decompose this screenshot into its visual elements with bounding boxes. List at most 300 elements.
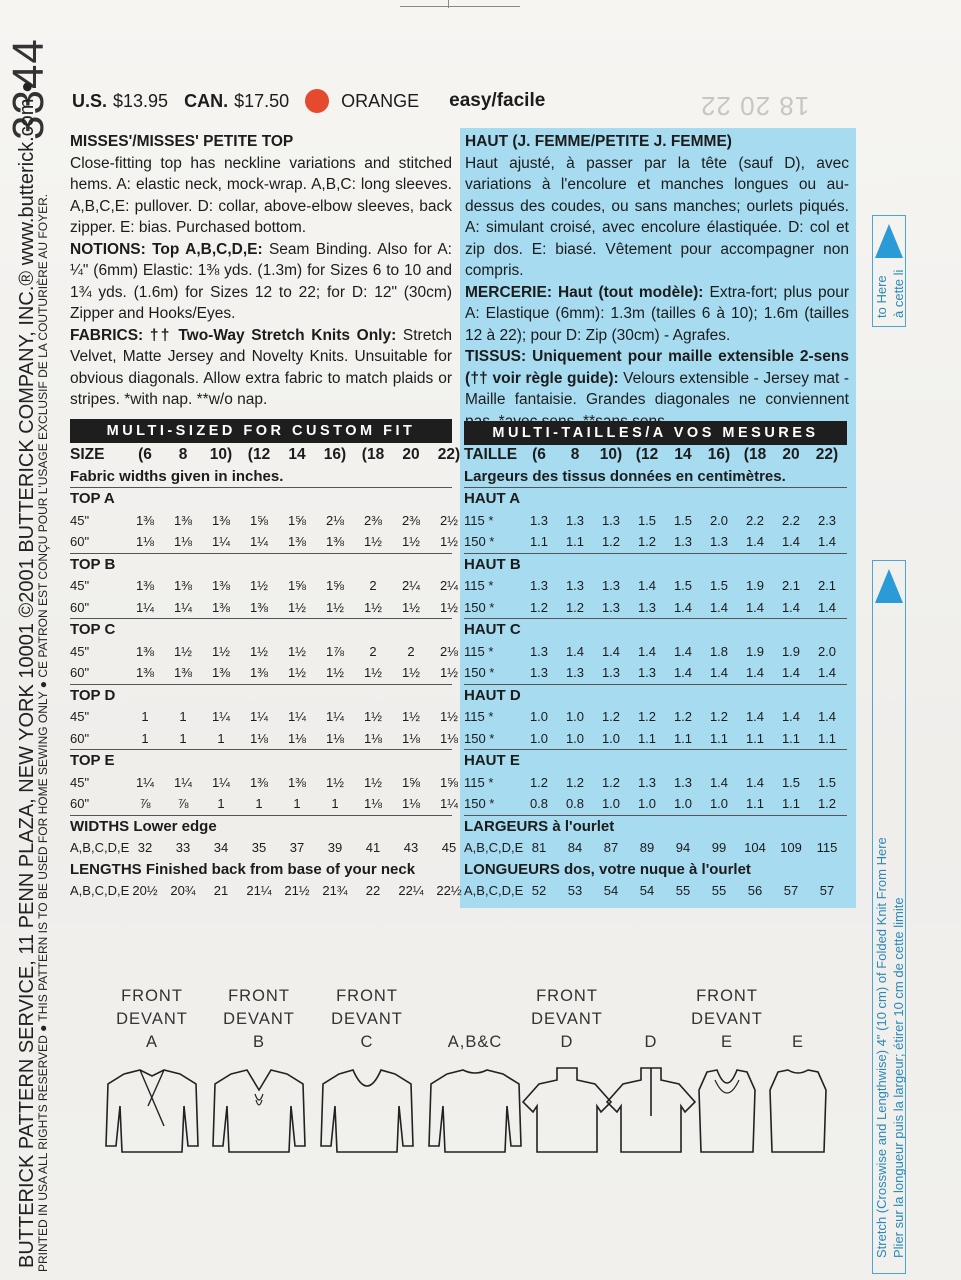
yardage-value: 1⅜ [135,578,155,593]
yardage-value: 1½ [363,599,383,615]
yardage-value: 1.5 [709,578,729,593]
table-row [464,510,847,532]
yardage-value: 2⅛ [439,643,459,659]
widths-note: Fabric widths given in inches. [70,467,284,485]
yardage-value: 1¼ [211,534,231,549]
yardage-value: 1⅜ [211,665,231,680]
yardage-value: 1⅜ [249,774,269,790]
yardage-value: 2⅜ [363,512,383,528]
english-title: MISSES'/MISSES' PETITE TOP [70,133,294,150]
yardage-value: 1¼ [211,774,231,790]
yardage-value: 1 [217,796,225,811]
size-8: 22) [437,446,461,463]
length-value: 21 [213,883,229,898]
length-value: 54 [603,883,619,898]
english-body: Close-fitting top has neckline variations and stitched hems. A: elastic neck, mock-wrap. A,B,C: long sleeves. A,B,C,E: pullover. D: collar, above-elbow sleeves, back zipper. E: bias. Purchased bottom. [70,154,452,236]
arrow-up-icon [873,222,905,262]
yardage-value: 1⅛ [325,730,345,746]
yardage-value: 1½ [249,578,269,593]
flat-view: D [560,1033,574,1051]
width-value: 41 [365,840,381,855]
yardage-value: 1.4 [817,709,837,724]
size-7: 20 [402,446,420,463]
yardage-value: 2.1 [781,578,801,593]
yardage-value: 1⅜ [211,512,231,528]
english-yardage-table [70,444,462,902]
fabric-width: 115 * [464,643,494,659]
yardage-value: 1.2 [601,534,621,549]
flat-view: B [252,1033,265,1051]
width-value: 34 [213,840,229,855]
table-row [70,662,459,684]
width-value: 37 [289,840,305,855]
yardage-value: 1⅛ [401,730,421,746]
mercerie-label: MERCERIE: Haut (tout modèle): [465,283,704,301]
yardage-value: 1.0 [529,709,549,724]
group-4-header [464,749,847,772]
table-row [70,531,459,553]
flat-front: FRONT [228,987,290,1005]
garment-flat-view-0 [102,1066,202,1163]
flat-view: A [145,1033,158,1051]
size-5: 16) [707,446,731,463]
size-1: 8 [178,446,188,463]
us-label: U.S. [72,90,108,111]
yardage-value: 1¼ [249,709,269,724]
yardage-value: 1.5 [817,774,837,790]
yardage-value: 1.4 [565,643,585,659]
lengths-row [464,880,847,902]
yardage-value: 1¼ [439,796,459,811]
yardage-value: 1½ [363,774,383,790]
yardage-value: 1⅛ [401,796,421,811]
yardage-value: 1.4 [781,665,801,680]
size-6: (18 [743,446,767,463]
yardage-value: 1.2 [529,599,549,615]
haut-group-name: HAUT B [464,555,521,573]
yardage-value: 1.3 [673,534,693,549]
yardage-value: 1 [141,730,149,746]
length-value: 22½ [436,883,462,898]
french-size-banner: MULTI-TAILLES/A VOS MESURES [464,421,847,445]
yardage-value: 1.2 [529,774,549,790]
group-3-header [464,684,847,707]
yardage-value: 1.3 [529,665,549,680]
lengths-title-row [464,859,847,881]
table-row [464,531,847,553]
yardage-value: 1.4 [673,665,693,680]
yardage-value: 2 [369,643,377,659]
yardage-value: 1.3 [565,512,585,528]
flat-front [430,985,520,1008]
yardage-value: 1½ [439,709,459,724]
length-value: 56 [747,883,763,898]
haut-group-name: HAUT A [464,490,521,507]
yardage-value: 1¼ [249,534,269,549]
yardage-value: 1.3 [529,512,549,528]
yardage-value: 1½ [401,709,421,724]
yardage-value: 1.4 [745,599,765,615]
lengths-title-row [70,859,452,881]
yardage-value: 2 [407,643,415,659]
yardage-value: 1.2 [637,534,657,549]
yardage-value: 1.4 [745,665,765,680]
top-group-name: TOP A [70,490,115,507]
yardage-value: 1 [255,796,263,811]
size-4: 14 [674,446,692,463]
pattern-number: 3344 [4,38,53,140]
flat-label-0 [107,985,197,1054]
margin-top-fr: à cette li [891,269,906,318]
yardage-value: 1.4 [673,643,693,659]
fabric-width: 115 * [464,512,494,528]
yardage-value: 2⅜ [401,512,421,528]
yardage-value: 1¼ [135,774,155,790]
color-dot [305,89,329,113]
table-row [464,662,847,684]
yardage-value: 1.1 [781,730,801,746]
flat-devant [753,1008,843,1031]
fabric-width: 150 * [464,796,495,811]
width-value: 33 [175,840,191,855]
widths-title: WIDTHS Lower edge [70,817,217,835]
yardage-value: 1.3 [601,599,621,615]
yardage-value: 0.8 [565,796,585,811]
flat-front: FRONT [696,987,758,1005]
yardage-value: 1.3 [601,512,621,528]
length-value: 52 [531,883,547,898]
yardage-value: 1½ [401,665,421,680]
yardage-value: 1.5 [637,512,657,528]
group-2-header [70,618,452,641]
yardage-value: 1½ [439,534,459,549]
width-value: 43 [403,840,419,855]
arrow-up-icon [873,567,905,607]
color-name: ORANGE [341,90,420,111]
flat-devant: DEVANT [531,1010,603,1028]
yardage-value: 1.4 [709,665,729,680]
flat-view: A,B&C [447,1033,503,1051]
flat-view: E [720,1033,733,1051]
yardage-value: 1.4 [781,599,801,615]
yardage-value: 1.9 [745,643,765,659]
lengths-label: A,B,C,D,E [70,883,130,898]
yardage-value: 1.1 [637,730,657,746]
table-row [464,597,847,619]
table-row [464,793,847,815]
yardage-value: 1.1 [781,796,801,811]
top-group-name: TOP E [70,752,115,769]
yardage-value: 1.4 [817,534,837,549]
fabric-width: 150 * [464,665,495,680]
yardage-value: 1 [141,709,149,724]
table-row [70,793,459,815]
notions-text: Seam Binding. Also for A: ¼" (6mm) Elastic: 1⅜ yds. (1.3m) for Sizes 6 to 10 and 1¾ yds. (1.6m) for Sizes 12 to 22; for D: 12" (30cm) Zipper and Hooks/Eyes. [70,240,452,322]
fabric-width: 60" [70,534,90,549]
yardage-value: 1⅛ [249,730,269,746]
yardage-value: 1.4 [709,599,729,615]
flat-front: FRONT [336,987,398,1005]
length-value: 21¾ [322,883,348,898]
yardage-value: 1¼ [211,709,231,724]
yardage-value: 1½ [325,774,345,790]
yardage-value: 1⅛ [287,730,307,746]
yardage-value: 1.3 [637,599,657,615]
yardage-value: 2.1 [817,578,837,593]
table-row [70,510,459,532]
size-3: (12 [635,446,659,463]
french-description [465,131,849,432]
mercerie-text: Extra-fort; plus pour A: Elastique (6mm): 1.3m (tailles 6 à 10); 1.6m (tailles 12 à 22); pour D: Zip (30cm) - Agrafes. [465,283,849,344]
yardage-value: 1.0 [529,730,549,746]
size-0: (6 [532,446,546,463]
yardage-value: 1.3 [601,665,621,680]
yardage-value: 1 [179,709,187,724]
yardage-value: 1.4 [745,709,765,724]
table-row [464,575,847,597]
yardage-value: 1½ [401,534,421,549]
tissus-text: Velours extensible - Jersey mat - Maille fantaisie. Grandes diagonales ne conviennent [465,369,850,408]
lengths-title: LENGTHS Finished back from base of your neck [70,860,416,878]
fabric-width: 115 * [464,578,494,593]
fabric-width: 45" [70,512,90,528]
yardage-value: 1½ [287,643,307,659]
widths-title: LARGEURS à l'ourlet [464,817,615,835]
table-row [464,772,847,794]
lengths-label: A,B,C,D,E [464,883,524,898]
yardage-value: 1⅜ [135,512,155,528]
width-value: 109 [780,840,802,855]
widths-note-row [70,466,452,488]
yardage-value: 1⅛ [363,730,383,746]
yardage-value: 1¼ [173,599,193,615]
yardage-value: 1.4 [745,774,765,790]
flat-label-1 [214,985,304,1054]
fabric-width: 45" [70,774,90,790]
yardage-value: ⅞ [177,796,189,811]
yardage-value: 2.2 [745,512,765,528]
difficulty-label: easy/facile [449,90,546,111]
yardage-value: 2.0 [709,512,729,528]
yardage-value: 1.3 [565,578,585,593]
yardage-value: 1.3 [529,643,549,659]
yardage-value: 1 [217,730,225,746]
yardage-value: 1.5 [673,578,693,593]
fabric-width: 150 * [464,534,495,549]
yardage-value: 1.2 [637,709,657,724]
fabrics-text: Stretch Velvet, Matte Jersey and Novelty Knits. Unsuitable for obvious diagonals. Allow extra fabric to match plaids or stripes. *with nap. **w/o nap. [70,326,452,408]
length-value: 54 [639,883,655,898]
width-value: 87 [603,840,619,855]
yardage-value: 1⅝ [401,774,421,790]
top-group-name: TOP B [70,555,116,573]
yardage-value: 1⅝ [249,512,269,528]
fabric-width: 150 * [464,599,495,615]
top-rule [400,6,520,7]
yardage-value: 1.0 [709,796,729,811]
width-value: 39 [327,840,343,855]
table-row [70,597,459,619]
flat-view: E [791,1033,804,1051]
yardage-value: 1.5 [781,774,801,790]
tissus-label: TISSUS: Uniquement pour maille extensible 2-sens (†† voir règle guide): [465,348,849,387]
table-row [70,575,459,597]
flat-label-7 [753,985,843,1054]
lengths-row [70,880,462,902]
english-size-banner: MULTI-SIZED FOR CUSTOM FIT [70,419,452,443]
length-value: 20½ [132,883,158,898]
haut-group-name: HAUT E [464,752,520,769]
table-row [70,706,459,728]
yardage-value: 1 [293,796,301,811]
yardage-value: 2 [369,578,377,593]
yardage-value: 1.1 [673,730,693,746]
yardage-value: 2¼ [401,578,421,593]
yardage-value: 1.3 [529,578,549,593]
yardage-value: 1.4 [637,578,657,593]
size-5: 16) [323,446,347,463]
yardage-value: 1½ [401,599,421,615]
fabric-width: 60" [70,665,90,680]
yardage-value: 1¼ [325,709,345,724]
fabric-width: 60" [70,730,90,746]
flat-devant: DEVANT [331,1010,403,1028]
length-value: 21¼ [246,883,272,898]
size-row [464,444,847,466]
top-rule-tick [448,0,449,8]
group-2-header [464,618,847,641]
yardage-value: 1½ [325,599,345,615]
yardage-value: 2½ [439,512,459,528]
yardage-value: 1½ [439,599,459,615]
width-value: 84 [567,840,583,855]
lengths-title: LONGUEURS dos, votre nuque à l'ourlet [464,860,751,878]
yardage-value: 1.0 [637,796,657,811]
haut-group-name: HAUT C [464,621,521,638]
yardage-value: 1¼ [135,599,155,615]
yardage-value: 1½ [363,534,383,549]
size-label: TAILLE [464,446,518,463]
copyright-line: PRINTED IN USA ALL RIGHTS RESERVED ● THIS PATTERN IS TO BE USED FOR HOME SEWING ONLY ● CE PATRON EST CONÇU POUR L'USAGE EXCLUSIF DE LA COUTURIÈRE AU FOYER. [36,193,50,1272]
size-1: 8 [570,446,580,463]
width-value: 81 [531,840,547,855]
yardage-value: 1.4 [817,599,837,615]
size-8: 22) [815,446,839,463]
yardage-value: 1.3 [565,665,585,680]
length-value: 55 [711,883,727,898]
margin-top-en: to Here [874,275,889,318]
yardage-value: 1.5 [673,512,693,528]
flat-label-3 [430,985,520,1054]
yardage-value: 1.0 [601,730,621,746]
table-row [464,706,847,728]
yardage-value: 1 [179,730,187,746]
yardage-value: 1.2 [601,774,621,790]
price-header [72,88,602,114]
yardage-value: 1⅝ [439,774,459,790]
yardage-value: 1⅜ [135,665,155,680]
widths-note-row [464,466,847,488]
widths-label: A,B,C,D,E [70,840,130,855]
yardage-value: 1⅝ [325,578,345,593]
publisher-line: BUTTERICK PATTERN SERVICE, 11 PENN PLAZA, NEW YORK 10001 ©2001 BUTTERICK COMPANY, INC.® www.butterick.com ● [16,80,38,1268]
english-description [70,131,452,411]
yardage-value: 2⅛ [325,512,345,528]
yardage-value: 1⅜ [325,534,345,549]
fabric-width: 115 * [464,709,494,724]
french-yardage-table [464,444,847,902]
size-6: (18 [361,446,385,463]
can-price: $17.50 [234,90,290,111]
yardage-value: 1⅜ [173,512,193,528]
yardage-value: 1.4 [673,599,693,615]
yardage-value: 1⅞ [325,643,345,659]
width-value: 115 [816,840,838,855]
length-value: 21½ [284,883,310,898]
fabric-width: 60" [70,796,90,811]
size-2: 10) [599,446,623,463]
yardage-value: 1.8 [709,643,729,659]
flat-devant: DEVANT [116,1010,188,1028]
flat-label-4 [522,985,612,1054]
yardage-value: 1.0 [673,796,693,811]
yardage-value: 1.2 [709,709,729,724]
fabric-width: 45" [70,709,90,724]
group-4-header [70,749,452,772]
yardage-value: 1.1 [709,730,729,746]
yardage-value: 1.2 [565,774,585,790]
yardage-value: 1½ [363,709,383,724]
length-value: 55 [675,883,691,898]
yardage-value: 1.3 [673,774,693,790]
width-value: 99 [711,840,727,855]
yardage-value: 1.2 [601,709,621,724]
size-row [70,444,461,466]
yardage-value: 1⅜ [287,534,307,549]
size-3: (12 [247,446,271,463]
size-label: SIZE [70,446,105,463]
flat-front [753,985,843,1008]
widths-title-row [70,815,452,838]
top-group-name: TOP C [70,621,116,638]
yardage-value: 1.4 [709,774,729,790]
yardage-value: 1⅛ [363,796,383,811]
fabric-width: 45" [70,643,90,659]
yardage-value: 1½ [249,643,269,659]
yardage-value: 2¼ [439,578,459,593]
yardage-value: 2.0 [817,643,837,659]
yardage-value: 1½ [439,665,459,680]
table-row [70,728,459,750]
yardage-value: 1.0 [601,796,621,811]
yardage-value: 1.0 [565,730,585,746]
group-0-header [70,487,452,510]
group-0-header [464,487,847,510]
yardage-value: 1.4 [637,643,657,659]
widths-note: Largeurs des tissus données en centimètres. [464,467,786,485]
yardage-value: 1½ [363,665,383,680]
yardage-value: 1⅜ [287,774,307,790]
yardage-value: 1⅝ [287,512,307,528]
yardage-value: 1.2 [817,796,837,811]
garment-flat-view-3 [425,1066,525,1163]
yardage-value: 1⅛ [173,534,193,549]
length-value: 22 [365,883,381,898]
yardage-value: 1⅜ [173,665,193,680]
yardage-value: 1¼ [287,709,307,724]
yardage-value: 1½ [287,665,307,680]
length-value: 57 [819,883,835,898]
